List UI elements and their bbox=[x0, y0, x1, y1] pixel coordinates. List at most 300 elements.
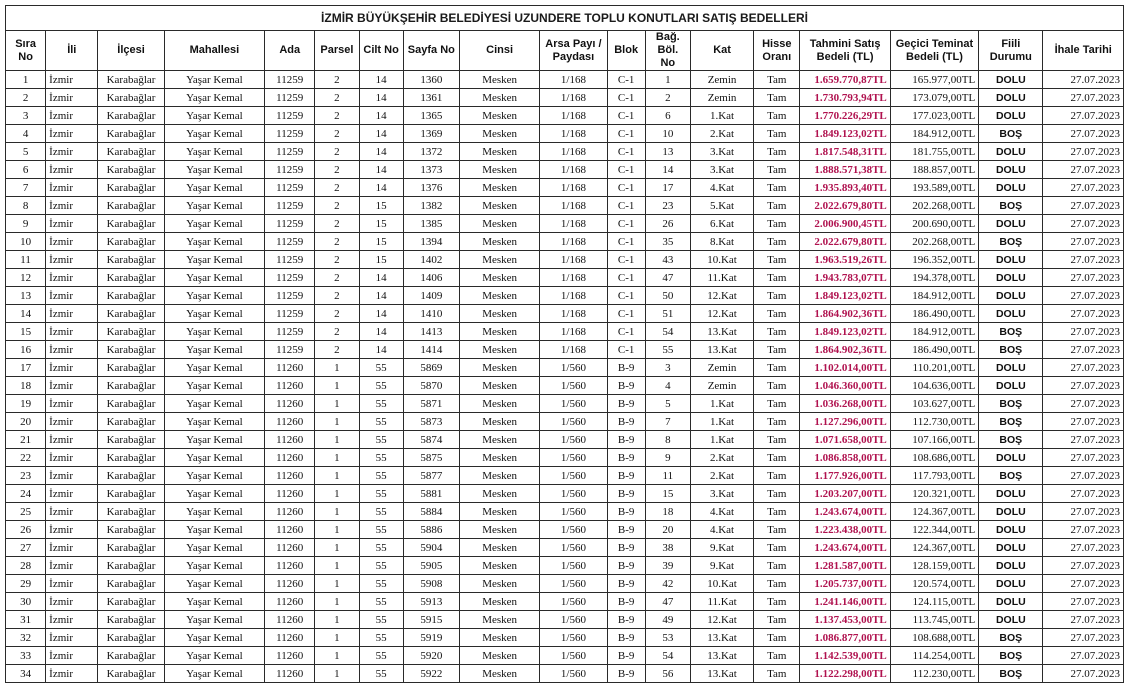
cell-mahalle: Yaşar Kemal bbox=[164, 71, 264, 89]
cell-il: İzmir bbox=[46, 503, 98, 521]
cell-parsel: 1 bbox=[315, 485, 359, 503]
cell-hisse-orani: Tam bbox=[754, 251, 800, 269]
cell-tahmini-satis-bedeli: 1.142.539,00TL bbox=[800, 647, 890, 665]
cell-sayfa-no: 5873 bbox=[403, 413, 459, 431]
cell-sira-no: 29 bbox=[6, 575, 46, 593]
cell-fiili-durumu: DOLU bbox=[979, 575, 1043, 593]
cell-il: İzmir bbox=[46, 359, 98, 377]
cell-tahmini-satis-bedeli: 1.243.674,00TL bbox=[800, 539, 890, 557]
cell-cilt-no: 55 bbox=[359, 449, 403, 467]
cell-tahmini-satis-bedeli: 1.086.877,00TL bbox=[800, 629, 890, 647]
cell-fiili-durumu: BOŞ bbox=[979, 341, 1043, 359]
column-header-ada: Ada bbox=[265, 31, 315, 71]
cell-il: İzmir bbox=[46, 269, 98, 287]
cell-sira-no: 22 bbox=[6, 449, 46, 467]
cell-sira-no: 12 bbox=[6, 269, 46, 287]
cell-arsa-payi: 1/168 bbox=[540, 197, 607, 215]
cell-cinsi: Mesken bbox=[459, 575, 539, 593]
cell-hisse-orani: Tam bbox=[754, 431, 800, 449]
cell-arsa-payi: 1/168 bbox=[540, 107, 607, 125]
cell-kat: 10.Kat bbox=[690, 251, 753, 269]
cell-kat: 2.Kat bbox=[690, 125, 753, 143]
cell-sayfa-no: 1414 bbox=[403, 341, 459, 359]
cell-cilt-no: 55 bbox=[359, 521, 403, 539]
column-header-arsa-payi: Arsa Payı / Paydası bbox=[540, 31, 607, 71]
cell-ada: 11260 bbox=[265, 467, 315, 485]
cell-parsel: 1 bbox=[315, 449, 359, 467]
cell-ilce: Karabağlar bbox=[98, 269, 164, 287]
cell-fiili-durumu: BOŞ bbox=[979, 197, 1043, 215]
cell-cinsi: Mesken bbox=[459, 539, 539, 557]
cell-parsel: 1 bbox=[315, 395, 359, 413]
column-header-gecici-teminat-bedeli: Geçici Teminat Bedeli (TL) bbox=[890, 31, 978, 71]
cell-hisse-orani: Tam bbox=[754, 629, 800, 647]
cell-arsa-payi: 1/560 bbox=[540, 377, 607, 395]
cell-cinsi: Mesken bbox=[459, 413, 539, 431]
cell-fiili-durumu: DOLU bbox=[979, 179, 1043, 197]
cell-tahmini-satis-bedeli: 1.817.548,31TL bbox=[800, 143, 890, 161]
cell-ihale-tarihi: 27.07.2023 bbox=[1043, 305, 1124, 323]
cell-arsa-payi: 1/560 bbox=[540, 431, 607, 449]
cell-il: İzmir bbox=[46, 71, 98, 89]
cell-blok: C-1 bbox=[607, 161, 645, 179]
cell-gecici-teminat-bedeli: 173.079,00TL bbox=[890, 89, 978, 107]
cell-arsa-payi: 1/560 bbox=[540, 521, 607, 539]
cell-parsel: 2 bbox=[315, 269, 359, 287]
cell-mahalle: Yaşar Kemal bbox=[164, 305, 264, 323]
cell-gecici-teminat-bedeli: 177.023,00TL bbox=[890, 107, 978, 125]
cell-ada: 11260 bbox=[265, 395, 315, 413]
cell-sira-no: 24 bbox=[6, 485, 46, 503]
cell-parsel: 1 bbox=[315, 503, 359, 521]
cell-cinsi: Mesken bbox=[459, 341, 539, 359]
cell-kat: 12.Kat bbox=[690, 287, 753, 305]
cell-bag-bol-no: 42 bbox=[645, 575, 690, 593]
cell-bag-bol-no: 10 bbox=[645, 125, 690, 143]
cell-cinsi: Mesken bbox=[459, 557, 539, 575]
cell-ilce: Karabağlar bbox=[98, 593, 164, 611]
cell-ilce: Karabağlar bbox=[98, 323, 164, 341]
cell-sira-no: 11 bbox=[6, 251, 46, 269]
cell-parsel: 1 bbox=[315, 557, 359, 575]
cell-blok: C-1 bbox=[607, 143, 645, 161]
cell-ihale-tarihi: 27.07.2023 bbox=[1043, 557, 1124, 575]
cell-ilce: Karabağlar bbox=[98, 215, 164, 233]
cell-sira-no: 3 bbox=[6, 107, 46, 125]
cell-fiili-durumu: DOLU bbox=[979, 485, 1043, 503]
cell-sira-no: 9 bbox=[6, 215, 46, 233]
table-row bbox=[6, 647, 1124, 665]
cell-sayfa-no: 5874 bbox=[403, 431, 459, 449]
cell-cinsi: Mesken bbox=[459, 521, 539, 539]
column-header-sira-no: Sıra No bbox=[6, 31, 46, 71]
cell-bag-bol-no: 54 bbox=[645, 323, 690, 341]
cell-cilt-no: 55 bbox=[359, 503, 403, 521]
table-row bbox=[6, 467, 1124, 485]
cell-bag-bol-no: 35 bbox=[645, 233, 690, 251]
cell-arsa-payi: 1/168 bbox=[540, 251, 607, 269]
cell-gecici-teminat-bedeli: 108.686,00TL bbox=[890, 449, 978, 467]
cell-ada: 11259 bbox=[265, 251, 315, 269]
cell-sira-no: 20 bbox=[6, 413, 46, 431]
cell-tahmini-satis-bedeli: 1.864.902,36TL bbox=[800, 305, 890, 323]
cell-gecici-teminat-bedeli: 112.730,00TL bbox=[890, 413, 978, 431]
cell-parsel: 2 bbox=[315, 287, 359, 305]
cell-ihale-tarihi: 27.07.2023 bbox=[1043, 503, 1124, 521]
table-row bbox=[6, 503, 1124, 521]
cell-cinsi: Mesken bbox=[459, 647, 539, 665]
cell-sayfa-no: 5915 bbox=[403, 611, 459, 629]
cell-il: İzmir bbox=[46, 539, 98, 557]
cell-tahmini-satis-bedeli: 1.888.571,38TL bbox=[800, 161, 890, 179]
cell-ada: 11259 bbox=[265, 179, 315, 197]
cell-ada: 11259 bbox=[265, 71, 315, 89]
cell-ada: 11260 bbox=[265, 377, 315, 395]
cell-ihale-tarihi: 27.07.2023 bbox=[1043, 431, 1124, 449]
cell-tahmini-satis-bedeli: 1.963.519,26TL bbox=[800, 251, 890, 269]
cell-bag-bol-no: 6 bbox=[645, 107, 690, 125]
cell-sira-no: 16 bbox=[6, 341, 46, 359]
cell-cilt-no: 55 bbox=[359, 575, 403, 593]
cell-il: İzmir bbox=[46, 413, 98, 431]
cell-arsa-payi: 1/168 bbox=[540, 143, 607, 161]
cell-gecici-teminat-bedeli: 184.912,00TL bbox=[890, 323, 978, 341]
cell-blok: B-9 bbox=[607, 413, 645, 431]
cell-cilt-no: 14 bbox=[359, 287, 403, 305]
cell-kat: 12.Kat bbox=[690, 611, 753, 629]
cell-ada: 11260 bbox=[265, 665, 315, 683]
sales-document bbox=[5, 5, 1124, 683]
cell-tahmini-satis-bedeli: 1.849.123,02TL bbox=[800, 125, 890, 143]
cell-il: İzmir bbox=[46, 179, 98, 197]
cell-ada: 11259 bbox=[265, 215, 315, 233]
cell-blok: B-9 bbox=[607, 665, 645, 683]
cell-bag-bol-no: 17 bbox=[645, 179, 690, 197]
cell-ilce: Karabağlar bbox=[98, 197, 164, 215]
cell-gecici-teminat-bedeli: 200.690,00TL bbox=[890, 215, 978, 233]
cell-cinsi: Mesken bbox=[459, 269, 539, 287]
cell-ihale-tarihi: 27.07.2023 bbox=[1043, 251, 1124, 269]
cell-gecici-teminat-bedeli: 104.636,00TL bbox=[890, 377, 978, 395]
table-row bbox=[6, 161, 1124, 179]
cell-hisse-orani: Tam bbox=[754, 377, 800, 395]
cell-sayfa-no: 1376 bbox=[403, 179, 459, 197]
column-header-ilce: İlçesi bbox=[98, 31, 164, 71]
cell-gecici-teminat-bedeli: 202.268,00TL bbox=[890, 233, 978, 251]
cell-fiili-durumu: DOLU bbox=[979, 89, 1043, 107]
cell-arsa-payi: 1/560 bbox=[540, 359, 607, 377]
cell-cinsi: Mesken bbox=[459, 395, 539, 413]
cell-kat: 1.Kat bbox=[690, 107, 753, 125]
cell-bag-bol-no: 13 bbox=[645, 143, 690, 161]
cell-ilce: Karabağlar bbox=[98, 575, 164, 593]
cell-sayfa-no: 1360 bbox=[403, 71, 459, 89]
cell-gecici-teminat-bedeli: 120.574,00TL bbox=[890, 575, 978, 593]
cell-fiili-durumu: DOLU bbox=[979, 251, 1043, 269]
cell-cilt-no: 55 bbox=[359, 647, 403, 665]
cell-sira-no: 4 bbox=[6, 125, 46, 143]
cell-mahalle: Yaşar Kemal bbox=[164, 323, 264, 341]
column-header-kat: Kat bbox=[690, 31, 753, 71]
cell-ada: 11259 bbox=[265, 233, 315, 251]
cell-ilce: Karabağlar bbox=[98, 467, 164, 485]
cell-mahalle: Yaşar Kemal bbox=[164, 629, 264, 647]
cell-il: İzmir bbox=[46, 125, 98, 143]
table-row bbox=[6, 323, 1124, 341]
cell-bag-bol-no: 38 bbox=[645, 539, 690, 557]
cell-gecici-teminat-bedeli: 194.378,00TL bbox=[890, 269, 978, 287]
cell-ihale-tarihi: 27.07.2023 bbox=[1043, 521, 1124, 539]
cell-ihale-tarihi: 27.07.2023 bbox=[1043, 215, 1124, 233]
table-row bbox=[6, 665, 1124, 683]
cell-sira-no: 25 bbox=[6, 503, 46, 521]
cell-cilt-no: 15 bbox=[359, 215, 403, 233]
cell-hisse-orani: Tam bbox=[754, 611, 800, 629]
cell-il: İzmir bbox=[46, 593, 98, 611]
cell-blok: C-1 bbox=[607, 89, 645, 107]
cell-cinsi: Mesken bbox=[459, 431, 539, 449]
table-row bbox=[6, 341, 1124, 359]
cell-tahmini-satis-bedeli: 1.177.926,00TL bbox=[800, 467, 890, 485]
cell-fiili-durumu: BOŞ bbox=[979, 395, 1043, 413]
cell-tahmini-satis-bedeli: 1.281.587,00TL bbox=[800, 557, 890, 575]
cell-ilce: Karabağlar bbox=[98, 557, 164, 575]
cell-bag-bol-no: 2 bbox=[645, 89, 690, 107]
cell-mahalle: Yaşar Kemal bbox=[164, 107, 264, 125]
cell-gecici-teminat-bedeli: 107.166,00TL bbox=[890, 431, 978, 449]
cell-hisse-orani: Tam bbox=[754, 593, 800, 611]
cell-ada: 11260 bbox=[265, 413, 315, 431]
cell-cilt-no: 55 bbox=[359, 431, 403, 449]
cell-fiili-durumu: DOLU bbox=[979, 305, 1043, 323]
cell-hisse-orani: Tam bbox=[754, 395, 800, 413]
cell-fiili-durumu: DOLU bbox=[979, 539, 1043, 557]
cell-fiili-durumu: BOŞ bbox=[979, 323, 1043, 341]
cell-blok: B-9 bbox=[607, 431, 645, 449]
cell-parsel: 1 bbox=[315, 629, 359, 647]
cell-hisse-orani: Tam bbox=[754, 233, 800, 251]
cell-kat: 1.Kat bbox=[690, 431, 753, 449]
cell-gecici-teminat-bedeli: 128.159,00TL bbox=[890, 557, 978, 575]
cell-ada: 11259 bbox=[265, 161, 315, 179]
cell-arsa-payi: 1/168 bbox=[540, 287, 607, 305]
cell-sira-no: 15 bbox=[6, 323, 46, 341]
cell-sira-no: 23 bbox=[6, 467, 46, 485]
cell-mahalle: Yaşar Kemal bbox=[164, 395, 264, 413]
cell-bag-bol-no: 50 bbox=[645, 287, 690, 305]
cell-sayfa-no: 5913 bbox=[403, 593, 459, 611]
cell-cinsi: Mesken bbox=[459, 89, 539, 107]
cell-blok: C-1 bbox=[607, 341, 645, 359]
cell-bag-bol-no: 47 bbox=[645, 593, 690, 611]
cell-sira-no: 2 bbox=[6, 89, 46, 107]
cell-ihale-tarihi: 27.07.2023 bbox=[1043, 485, 1124, 503]
cell-gecici-teminat-bedeli: 117.793,00TL bbox=[890, 467, 978, 485]
cell-ilce: Karabağlar bbox=[98, 413, 164, 431]
cell-bag-bol-no: 9 bbox=[645, 449, 690, 467]
cell-cinsi: Mesken bbox=[459, 449, 539, 467]
cell-sayfa-no: 1413 bbox=[403, 323, 459, 341]
cell-il: İzmir bbox=[46, 629, 98, 647]
table-row bbox=[6, 71, 1124, 89]
table-row bbox=[6, 215, 1124, 233]
cell-ilce: Karabağlar bbox=[98, 233, 164, 251]
cell-hisse-orani: Tam bbox=[754, 557, 800, 575]
cell-tahmini-satis-bedeli: 1.203.207,00TL bbox=[800, 485, 890, 503]
cell-ihale-tarihi: 27.07.2023 bbox=[1043, 125, 1124, 143]
cell-sira-no: 31 bbox=[6, 611, 46, 629]
cell-cilt-no: 15 bbox=[359, 233, 403, 251]
cell-ada: 11259 bbox=[265, 107, 315, 125]
cell-ada: 11259 bbox=[265, 125, 315, 143]
cell-cinsi: Mesken bbox=[459, 107, 539, 125]
cell-arsa-payi: 1/560 bbox=[540, 593, 607, 611]
cell-parsel: 1 bbox=[315, 611, 359, 629]
cell-fiili-durumu: DOLU bbox=[979, 449, 1043, 467]
cell-tahmini-satis-bedeli: 1.205.737,00TL bbox=[800, 575, 890, 593]
cell-ihale-tarihi: 27.07.2023 bbox=[1043, 287, 1124, 305]
cell-tahmini-satis-bedeli: 1.864.902,36TL bbox=[800, 341, 890, 359]
cell-gecici-teminat-bedeli: 124.367,00TL bbox=[890, 539, 978, 557]
cell-cinsi: Mesken bbox=[459, 665, 539, 683]
cell-mahalle: Yaşar Kemal bbox=[164, 431, 264, 449]
cell-gecici-teminat-bedeli: 103.627,00TL bbox=[890, 395, 978, 413]
cell-hisse-orani: Tam bbox=[754, 107, 800, 125]
cell-tahmini-satis-bedeli: 1.770.226,29TL bbox=[800, 107, 890, 125]
cell-fiili-durumu: BOŞ bbox=[979, 125, 1043, 143]
cell-ilce: Karabağlar bbox=[98, 125, 164, 143]
cell-hisse-orani: Tam bbox=[754, 413, 800, 431]
cell-il: İzmir bbox=[46, 377, 98, 395]
sales-table bbox=[5, 5, 1124, 683]
cell-hisse-orani: Tam bbox=[754, 665, 800, 683]
cell-tahmini-satis-bedeli: 1.730.793,94TL bbox=[800, 89, 890, 107]
cell-sira-no: 13 bbox=[6, 287, 46, 305]
cell-mahalle: Yaşar Kemal bbox=[164, 413, 264, 431]
cell-il: İzmir bbox=[46, 647, 98, 665]
cell-cilt-no: 15 bbox=[359, 197, 403, 215]
cell-sayfa-no: 5870 bbox=[403, 377, 459, 395]
cell-sira-no: 5 bbox=[6, 143, 46, 161]
cell-kat: 3.Kat bbox=[690, 485, 753, 503]
cell-ada: 11260 bbox=[265, 503, 315, 521]
cell-parsel: 2 bbox=[315, 197, 359, 215]
cell-fiili-durumu: DOLU bbox=[979, 557, 1043, 575]
cell-cilt-no: 14 bbox=[359, 179, 403, 197]
cell-mahalle: Yaşar Kemal bbox=[164, 89, 264, 107]
cell-cilt-no: 55 bbox=[359, 557, 403, 575]
cell-blok: B-9 bbox=[607, 575, 645, 593]
cell-bag-bol-no: 7 bbox=[645, 413, 690, 431]
cell-ilce: Karabağlar bbox=[98, 71, 164, 89]
cell-sira-no: 1 bbox=[6, 71, 46, 89]
cell-tahmini-satis-bedeli: 1.935.893,40TL bbox=[800, 179, 890, 197]
cell-parsel: 2 bbox=[315, 179, 359, 197]
cell-cinsi: Mesken bbox=[459, 323, 539, 341]
cell-gecici-teminat-bedeli: 108.688,00TL bbox=[890, 629, 978, 647]
cell-hisse-orani: Tam bbox=[754, 341, 800, 359]
document-title: İZMİR BÜYÜKŞEHİR BELEDİYESİ UZUNDERE TOPLU KONUTLARI SATIŞ BEDELLERİ bbox=[6, 6, 1124, 31]
cell-il: İzmir bbox=[46, 143, 98, 161]
cell-hisse-orani: Tam bbox=[754, 521, 800, 539]
cell-ilce: Karabağlar bbox=[98, 449, 164, 467]
cell-hisse-orani: Tam bbox=[754, 269, 800, 287]
cell-parsel: 2 bbox=[315, 233, 359, 251]
cell-mahalle: Yaşar Kemal bbox=[164, 215, 264, 233]
cell-hisse-orani: Tam bbox=[754, 125, 800, 143]
cell-blok: B-9 bbox=[607, 485, 645, 503]
cell-blok: B-9 bbox=[607, 503, 645, 521]
table-row bbox=[6, 377, 1124, 395]
table-row bbox=[6, 431, 1124, 449]
cell-sayfa-no: 5908 bbox=[403, 575, 459, 593]
cell-ihale-tarihi: 27.07.2023 bbox=[1043, 413, 1124, 431]
column-header-il: İli bbox=[46, 31, 98, 71]
cell-blok: C-1 bbox=[607, 323, 645, 341]
cell-mahalle: Yaşar Kemal bbox=[164, 503, 264, 521]
cell-mahalle: Yaşar Kemal bbox=[164, 161, 264, 179]
cell-kat: 11.Kat bbox=[690, 593, 753, 611]
cell-ilce: Karabağlar bbox=[98, 89, 164, 107]
cell-bag-bol-no: 23 bbox=[645, 197, 690, 215]
cell-mahalle: Yaşar Kemal bbox=[164, 575, 264, 593]
cell-ada: 11259 bbox=[265, 143, 315, 161]
cell-parsel: 1 bbox=[315, 593, 359, 611]
cell-tahmini-satis-bedeli: 1.071.658,00TL bbox=[800, 431, 890, 449]
cell-sayfa-no: 1365 bbox=[403, 107, 459, 125]
cell-arsa-payi: 1/560 bbox=[540, 575, 607, 593]
cell-arsa-payi: 1/560 bbox=[540, 395, 607, 413]
cell-sira-no: 10 bbox=[6, 233, 46, 251]
cell-cilt-no: 55 bbox=[359, 359, 403, 377]
cell-il: İzmir bbox=[46, 323, 98, 341]
cell-tahmini-satis-bedeli: 2.006.900,45TL bbox=[800, 215, 890, 233]
cell-parsel: 1 bbox=[315, 359, 359, 377]
cell-mahalle: Yaşar Kemal bbox=[164, 125, 264, 143]
cell-gecici-teminat-bedeli: 112.230,00TL bbox=[890, 665, 978, 683]
cell-kat: 8.Kat bbox=[690, 233, 753, 251]
cell-kat: 1.Kat bbox=[690, 395, 753, 413]
cell-ada: 11259 bbox=[265, 89, 315, 107]
cell-blok: C-1 bbox=[607, 233, 645, 251]
cell-ada: 11260 bbox=[265, 611, 315, 629]
cell-sayfa-no: 5884 bbox=[403, 503, 459, 521]
cell-cinsi: Mesken bbox=[459, 359, 539, 377]
cell-cilt-no: 55 bbox=[359, 611, 403, 629]
table-body bbox=[6, 71, 1124, 683]
cell-sira-no: 21 bbox=[6, 431, 46, 449]
cell-fiili-durumu: BOŞ bbox=[979, 665, 1043, 683]
cell-sira-no: 7 bbox=[6, 179, 46, 197]
cell-cinsi: Mesken bbox=[459, 611, 539, 629]
cell-sayfa-no: 1361 bbox=[403, 89, 459, 107]
cell-il: İzmir bbox=[46, 575, 98, 593]
cell-gecici-teminat-bedeli: 186.490,00TL bbox=[890, 305, 978, 323]
cell-fiili-durumu: BOŞ bbox=[979, 431, 1043, 449]
cell-sayfa-no: 1372 bbox=[403, 143, 459, 161]
column-header-parsel: Parsel bbox=[315, 31, 359, 71]
cell-il: İzmir bbox=[46, 215, 98, 233]
cell-arsa-payi: 1/560 bbox=[540, 557, 607, 575]
cell-sayfa-no: 1373 bbox=[403, 161, 459, 179]
cell-kat: 13.Kat bbox=[690, 323, 753, 341]
cell-ilce: Karabağlar bbox=[98, 179, 164, 197]
table-row bbox=[6, 539, 1124, 557]
cell-cinsi: Mesken bbox=[459, 467, 539, 485]
cell-sayfa-no: 1394 bbox=[403, 233, 459, 251]
cell-cilt-no: 55 bbox=[359, 413, 403, 431]
column-header-ihale-tarihi: İhale Tarihi bbox=[1043, 31, 1124, 71]
